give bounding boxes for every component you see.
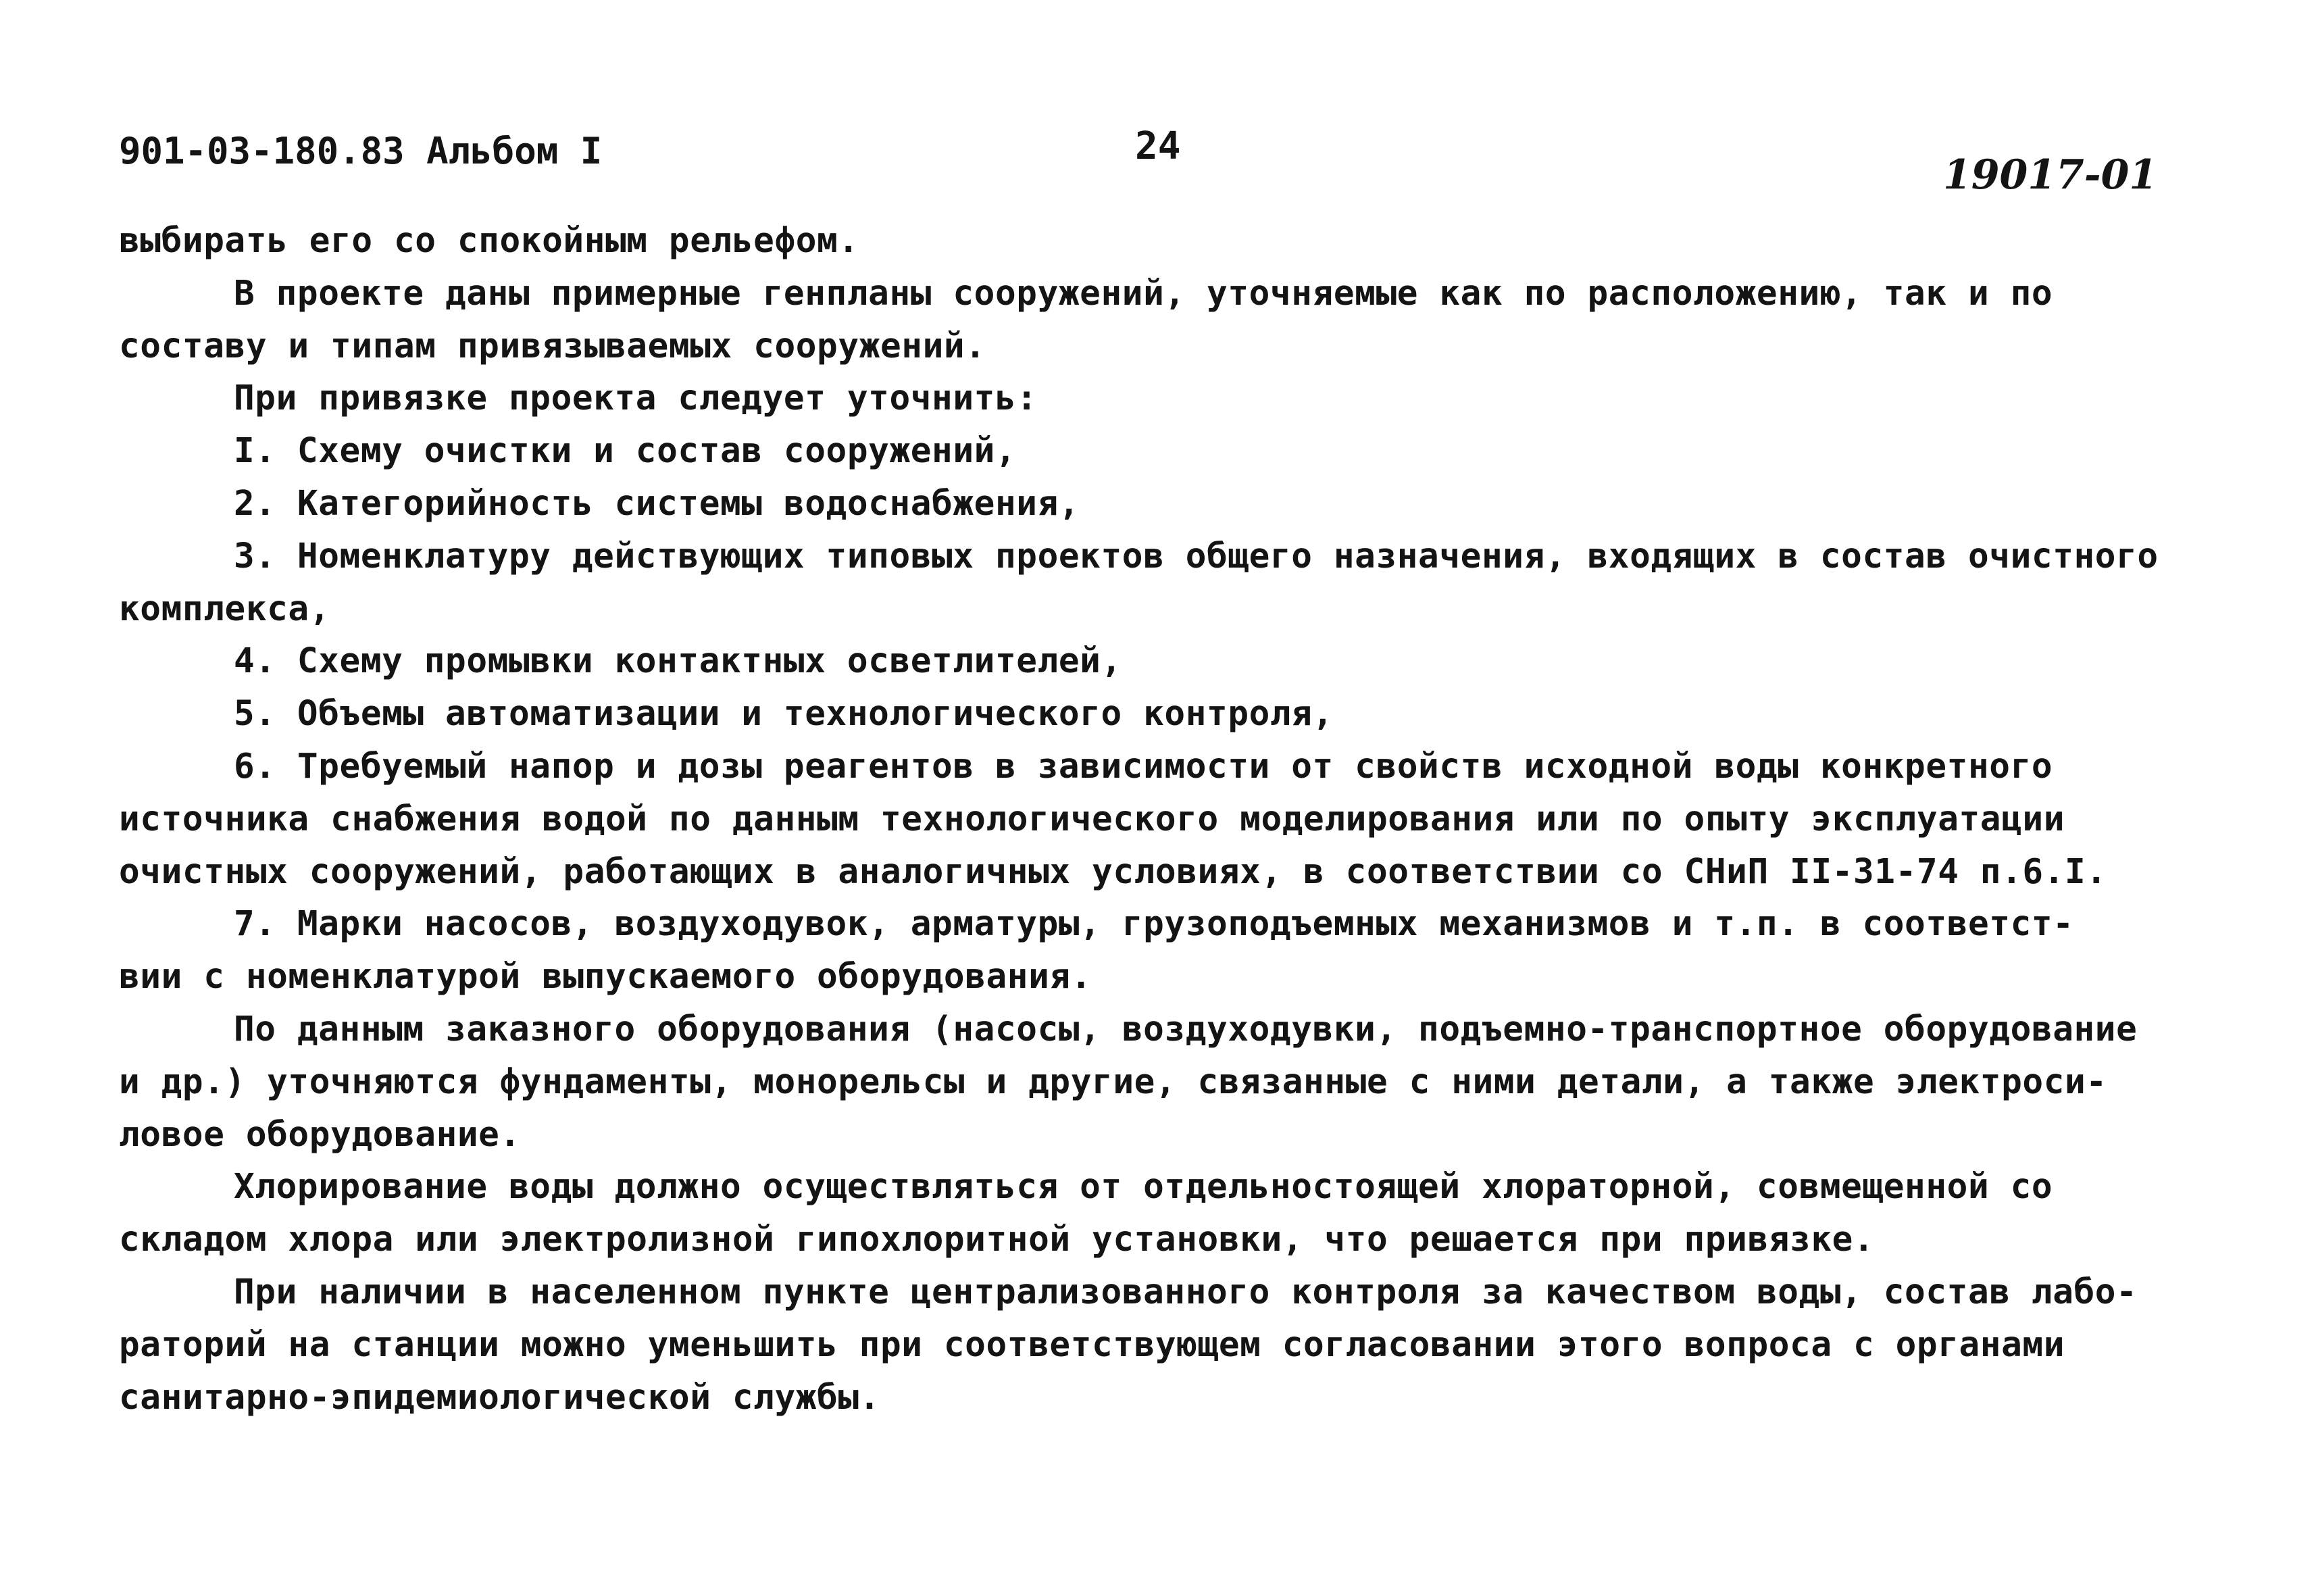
text-line: санитарно-эпидемиологической службы. <box>119 1377 880 1418</box>
text-line: При привязке проекта следует уточнить: <box>234 378 1038 419</box>
text-line: В проекте даны примерные генпланы сооружений, уточняемые как по расположению, так и по <box>234 273 2053 314</box>
body-text <box>119 215 2220 1424</box>
text-line: 5. Объемы автоматизации и технологического контроля, <box>234 694 1334 734</box>
text-line: ловое оборудование. <box>119 1114 521 1155</box>
text-line: раторий на станции можно уменьшить при соответствующем согласовании этого вопроса с органами <box>119 1324 2065 1365</box>
page-number: 24 <box>1135 124 1181 168</box>
text-line: По данным заказного оборудования (насосы, воздуходувки, подъемно-транспортное оборудование <box>234 1009 2138 1049</box>
text-line: При наличии в населенном пункте централизованного контроля за качеством воды, состав лабо- <box>234 1272 2138 1312</box>
text-line: 6. Требуемый напор и дозы реагентов в зависимости от свойств исходной воды конкретного <box>234 746 2053 787</box>
text-line: I. Схему очистки и состав сооружений, <box>234 431 1017 472</box>
document-code: 901-03-180.83 Альбом I <box>119 130 603 172</box>
text-line: Хлорирование воды должно осуществляться от отдельностоящей хлораторной, совмещенной со <box>234 1167 2053 1207</box>
text-line: комплекса, <box>119 589 331 629</box>
text-line: 3. Номенклатуру действующих типовых проектов общего назначения, входящих в состав очистного <box>234 536 2159 576</box>
handwritten-sheet-mark: 19017-01 <box>1943 151 2158 199</box>
text-line: 4. Схему промывки контактных осветлителей, <box>234 641 1122 682</box>
text-line: источника снабжения водой по данным технологического моделирования или по опыту эксплуатации <box>119 799 2065 839</box>
text-line: и др.) уточняются фундаменты, монорельсы и другие, связанные с ними детали, а также электроси- <box>119 1062 2107 1102</box>
text-line: составу и типам привязываемых сооружений. <box>119 326 986 366</box>
text-line: очистных сооружений, работающих в аналогичных условиях, в соответствии со СНиП II-31-74 п.6.I. <box>119 851 2107 892</box>
text-line: вии с номенклатурой выпускаемого оборудования. <box>119 957 1092 997</box>
text-line: выбирать его со спокойным рельефом. <box>119 221 859 261</box>
page-header <box>119 122 2158 199</box>
text-line: 2. Категорийность системы водоснабжения, <box>234 483 1080 524</box>
text-line: 7. Марки насосов, воздуходувок, арматуры, грузоподъемных механизмов и т.п. в соответст- <box>234 904 2074 945</box>
text-line: складом хлора или электролизной гипохлоритной установки, что решается при привязке. <box>119 1220 1875 1260</box>
